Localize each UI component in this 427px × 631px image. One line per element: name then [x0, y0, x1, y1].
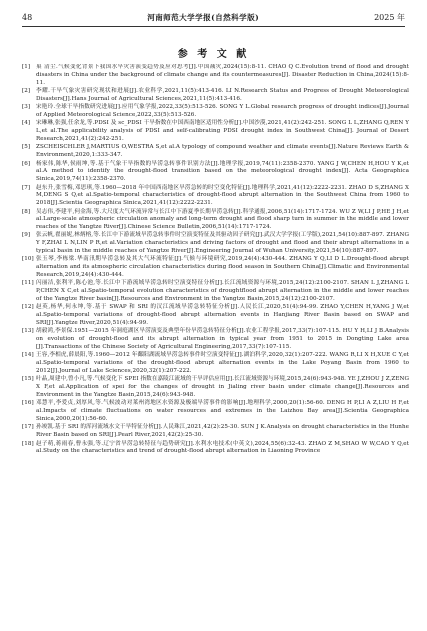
reference-number: [9]: [22, 232, 31, 239]
reference-number: [8]: [22, 208, 31, 215]
reference-item: [22, 376, 409, 399]
reference-text: 张云帆,翟丽妮,林炳榕,等.长江中下游流域旱涝急转事件时空演变特征及其驱动因子研究[J].武汉大学学报(工学版),2021,54(10):887-897. ZHANG Y F,ZHAI L N,LIN P R,et al.Variation characteristics and driving factors of drought and flood and their abrupt alternations in a typical basin in the middle reaches of Yangtze River[J].Engineering Journal of Wuhan University,2021,54(10):887-897.: [36, 232, 409, 255]
reference-number: [11]: [22, 280, 34, 287]
page-number: 48: [22, 12, 33, 22]
reference-text: 赵东升,张雪梅,邓思琪,等.1960—2018 年中国西南地区旱涝急转的时空变化特征[J].地理科学,2021,41(12):2222-2231. ZHAO D S,ZHANG X M,DENG S Q,et al.Spatio-temporal characteristics of drought-flood abrupt alternation in the Southwest China from 1960 to 2018[J].Scientia Geographica Sinica,2021,41(12):2222-2231.: [36, 184, 409, 207]
reference-number: [16]: [22, 400, 34, 407]
reference-item: [22, 64, 409, 87]
reference-text: 李耀.干旱气象灾害研究现状和进展[J].农业科学,2021,11(5):413-416. LI N.Research Status and Progress of Drought Meteorological Disasters[J].Hans Journal of Agricultural Sciences,2021,11(5):413-416.: [36, 87, 409, 102]
reference-item: [22, 185, 409, 208]
reference-text: 王容,李相虎,薛晨阳,等.1960—2012 年鄱阳湖流域旱涝急转事件时空演变特征[J].湖泊科学,2020,32(1):207-222. WANG R,LI X H,XUE C Y,et al.Spatio-temporal variations of the drought-flood abrupt alternation events in the Lake Poyang Basin from 1960 to 2012[J].Journal of Lake Sciences,2020,32(1):207-222.: [36, 352, 409, 374]
reference-text: 吴志伟,李建平,何金海,等.大尺度大气环流异常与长江中下游夏季长期旱涝急转[J].科学通报,2006,51(14):1717-1724. WU Z W,LI J P,HE J H,et al.Large-scale atmospheric circulation anomaly and long-term drought and flood sharp turn in summer in the middle and lower reaches of the Yangtze River[J].Chinese Science Bulletin,2006,51(14):1717-1724.: [36, 208, 409, 231]
reference-number: [17]: [22, 424, 34, 431]
reference-text: 宋艳玲.全球干旱指数研究进展[J].应用气象学报,2022,33(5):513-526. SONG Y L.Global research progress of drought indices[J].Journal of Applied Meteorological Science,2022,33(5):513-526.: [36, 104, 409, 118]
reference-text: 赵英,杨华,何永坤,等.基于 SWAP 和 SRI 的汉江流域旱涝急转特征分析[J].人民长江,2020,51(4):94-99. ZHAO Y,CHEN H,YANG J W,et al.Spatio-temporal variations of drought-flood abrupt alternation events in Hanjiang River Basin based on SWAP and SRI[J].Yangtze River,2020,51(4):94-99.: [36, 304, 409, 327]
reference-number: [4]: [22, 120, 31, 127]
reference-item: [22, 256, 409, 279]
reference-item: [22, 304, 409, 327]
reference-item: [22, 120, 409, 143]
reference-number: [14]: [22, 352, 34, 359]
references-title: 参 考 文 献: [177, 49, 250, 60]
reference-text: 张玉琴,李栋梁.华南汛期旱涝急转及其大气环流特征[J].气候与环境研究,2019,24(4):430-444. ZHANG Y Q,LI D L.Drought-flood abrupt alternation and its atmospheric circulation characteristics during flood season in Southern China[J].Climatic and Environmental Research,2019,24(4):430-444.: [36, 256, 409, 279]
reference-text: 宋琳琳,张强,任余龙,等.PDSI 及 sc_PDSI 干旱指数在中国西南地区适用性分析[J].中国沙漠,2021,41(2):242-251. SONG L L,ZHANG Q,REN Y L,et al.The applicability analysis of PDSI and self-calibrating PDSI drought index in Southwest China[J]. Journal of Desert Research,2021,41(2):242-251.: [36, 120, 409, 142]
reference-item: [22, 144, 409, 160]
reference-item: [22, 424, 409, 440]
reference-text: 杨家伟,陈华,侯雨坤,等.基于气象干旱指数的旱涝急转事件识别方法[J].地理学报,2019,74(11):2358-2370. YANG J W,CHEN H,HOU Y K,et al.A method to identify the drought-flood transition based on the meteorological drought index[J]. Acta Geographica Sinica,2019,74(11):2358-2370.: [36, 160, 409, 183]
reference-item: [22, 88, 409, 104]
reference-number: [6]: [22, 160, 31, 167]
issue-year: 2025 年: [374, 12, 405, 22]
reference-number: [18]: [22, 440, 34, 447]
reference-text: ZSCHEISCHLER J,MARTIUS O,WESTRA S,et al.A typology of compound weather and climate events[J].Nature Reviews Earth & Environment,2020,1:333-347.: [36, 144, 409, 159]
reference-number: [1]: [22, 64, 31, 70]
reference-item: [22, 104, 409, 120]
reference-text: 邓慧平,李爱贞,刘厚风,等.气候波动对莱州湾地区水资源及极端旱涝事件的影响[J].地理科学,2000,20(1):56-60. DENG H P,LI A Z,LIU H F,et al.Impacts of climate fluctuations on water resources and extremes in the Laizhou Bay area[J].Scientia Geographica Sinica,2000,20(1):56-60.: [36, 400, 409, 422]
journal-name: 河南师范大学学报(自然科学版): [147, 12, 260, 22]
reference-list: [22, 64, 409, 627]
reference-number: [13]: [22, 328, 34, 335]
reference-text: 赵子萌,蒋雨春,曹永强,等.辽宁省旱涝急转特征与趋势研究[J].水利水电技术(中英文),2024,55(6):32-43. ZHAO Z M,SHAO W W,CAO Y Q,et al.Study on the characteristics and trend of drought-flood abrupt alternation in Liaoning Province: [36, 440, 409, 455]
reference-text: 叶晶,周建中,曾小凡,等.气候变化下 SPEI 指数在嘉陵江流域的干旱评估应用[J].长江流域资源与环境,2015,24(6):943-948. YE J,ZHOU J Z,ZENG X F,et al.Application of spei for the changes of drought in Jialing river basin under climate change[J].Resources and Environment in the Yangtze Basin,2015,24(6):943-948.: [36, 376, 409, 398]
reference-number: [3]: [22, 104, 31, 111]
reference-item: [22, 280, 409, 303]
reference-item: [22, 161, 409, 184]
reference-item: [22, 441, 409, 457]
reference-item: [22, 232, 409, 255]
reference-number: [5]: [22, 144, 31, 151]
reference-number: [7]: [22, 184, 31, 191]
reference-number: [12]: [22, 304, 34, 311]
page-header: [22, 8, 405, 27]
reference-number: [10]: [22, 256, 34, 263]
reference-number: [2]: [22, 87, 31, 94]
reference-text: 巢 清尘.气候变化背景下我国水旱灾害演变趋势及应对思考[J].中国减灾,2024(15):8-11. CHAO Q C.Evolution trend of flood and drought disasters in China under the background of climate change and its countermeasures[J]. Disaster Reduction in China,2024(15):8-11.: [36, 64, 409, 86]
reference-item: [22, 400, 409, 423]
reference-text: 孙竣凯.基于 SRI 的浑河流域水文干旱特征分析[J].人民珠江,2021,42(2):25-30. SUN J K.Analysis on drought characteristics in the Hunhe River Basin based on SRI[J].Pearl River,2021,42(2):25-30.: [36, 424, 409, 439]
reference-text: 闪丽洁,张利平,陈心池,等.长江中下游流域旱涝急转时空演变特征分析[J].长江流域资源与环境,2015,24(12):2100-2107. SHAN L J,ZHANG L P,CHEN X C,et al.Spatio-temporal evolution characteristics of droughtflood abrupt alternation in the middle and lower reaches of the Yangtze River basin[J].Resources and Environment in the Yangtze Basin,2015,24(12):2100-2107.: [36, 280, 409, 303]
reference-item: [22, 209, 409, 232]
reference-item: [22, 328, 409, 351]
reference-number: [15]: [22, 376, 34, 383]
reference-text: 胡毅鸿,李景保.1951—2015 年洞庭湖区旱涝演变及典型年份旱涝急转特征分析[J].农业工程学报,2017,33(7):107-115. HU Y H,LI J B.Analysis on evolution of drought-flood and its abrupt alternation in typical year from 1951 to 2015 in Dongting Lake area [J].Transactions of the Chinese Society of Agricultural Engineering,2017,33(7):107-115.: [36, 328, 409, 351]
reference-item: [22, 352, 409, 375]
